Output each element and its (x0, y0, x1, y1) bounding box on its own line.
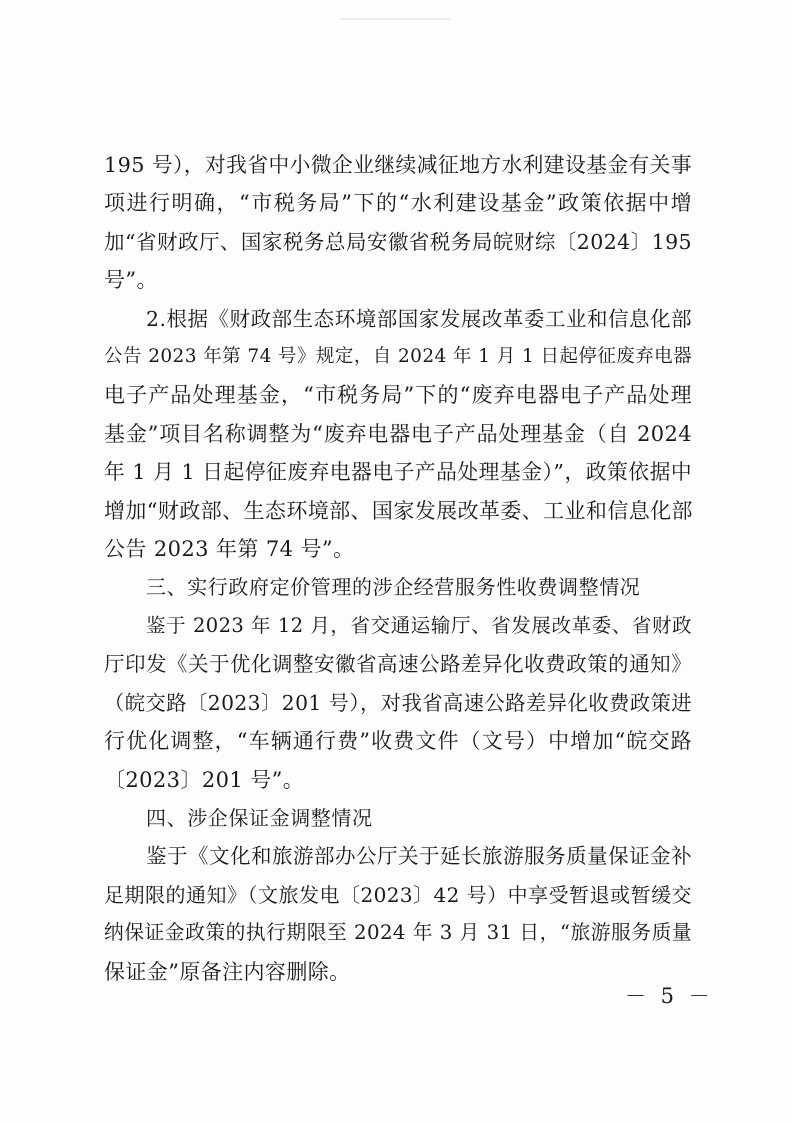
text-line: 保证金”原备注内容删除。 (104, 959, 351, 984)
document-body (104, 146, 692, 991)
section-heading-deposits: 四、涉企保证金调整情况 (146, 805, 373, 830)
text-line: 电子产品处理基金，“市税务局”下的“废弃电器电子产品处理 (104, 383, 692, 408)
text-line: 195 号），对我省中小微企业继续减征地方水利建设基金有关事 (104, 153, 692, 177)
text-line: 加“省财政厅、国家税务总局安徽省税务局皖财综〔2024〕195 (104, 229, 692, 254)
paragraph-highway-fees (104, 607, 692, 799)
text-line: 厅印发《关于优化调整安徽省高速公路差异化收费政策的通知》 (104, 652, 692, 677)
text-line: 公告 2023 年第 74 号”。 (104, 537, 355, 562)
text-line: 增加“财政部、生态环境部、国家发展改革委、工业和信息化部 (104, 498, 693, 523)
paragraph-water-fund (104, 146, 692, 300)
paragraph-tourism-deposit (104, 837, 692, 991)
text-line: 纳保证金政策的执行期限至 2024 年 3 月 31 日，“旅游服务质量 (104, 921, 692, 945)
page-number: － 5 － (625, 984, 714, 1008)
text-line: 公告 2023 年第 74 号》规定，自 2024 年 1 月 1 日起停征废弃电器 (104, 346, 692, 368)
text-line: （皖交路〔2023〕201 号），对我省高速公路差异化收费政策进 (104, 690, 692, 715)
text-line: 项进行明确，“市税务局”下的“水利建设基金”政策依据中增 (104, 191, 692, 216)
text-line: 〔2023〕201 号”。 (104, 767, 305, 792)
text-line: 鉴于 2023 年 12 月，省交通运输厅、省发展改革委、省财政 (146, 613, 692, 637)
scan-artifact (340, 18, 450, 20)
text-line: 2.根据《财政部生态环境部国家发展改革委工业和信息化部 (146, 306, 692, 331)
section-heading-government-pricing: 三、实行政府定价管理的涉企经营服务性收费调整情况 (146, 575, 641, 600)
text-line: 行优化调整，“车辆通行费”收费文件（文号）中增加“皖交路 (104, 729, 692, 754)
text-line: 年 1 月 1 日起停征废弃电器电子产品处理基金）”，政策依据中 (104, 460, 692, 485)
text-line: 足期限的通知》（文旅发电〔2023〕42 号）中享受暂退或暂缓交 (104, 882, 692, 907)
text-line: 基金”项目名称调整为“废弃电器电子产品处理基金（自 2024 (104, 421, 692, 446)
text-line: 鉴于《文化和旅游部办公厅关于延长旅游服务质量保证金补 (146, 844, 692, 869)
text-line: 号”。 (104, 268, 158, 293)
paragraph-electronics-fund (104, 300, 692, 569)
